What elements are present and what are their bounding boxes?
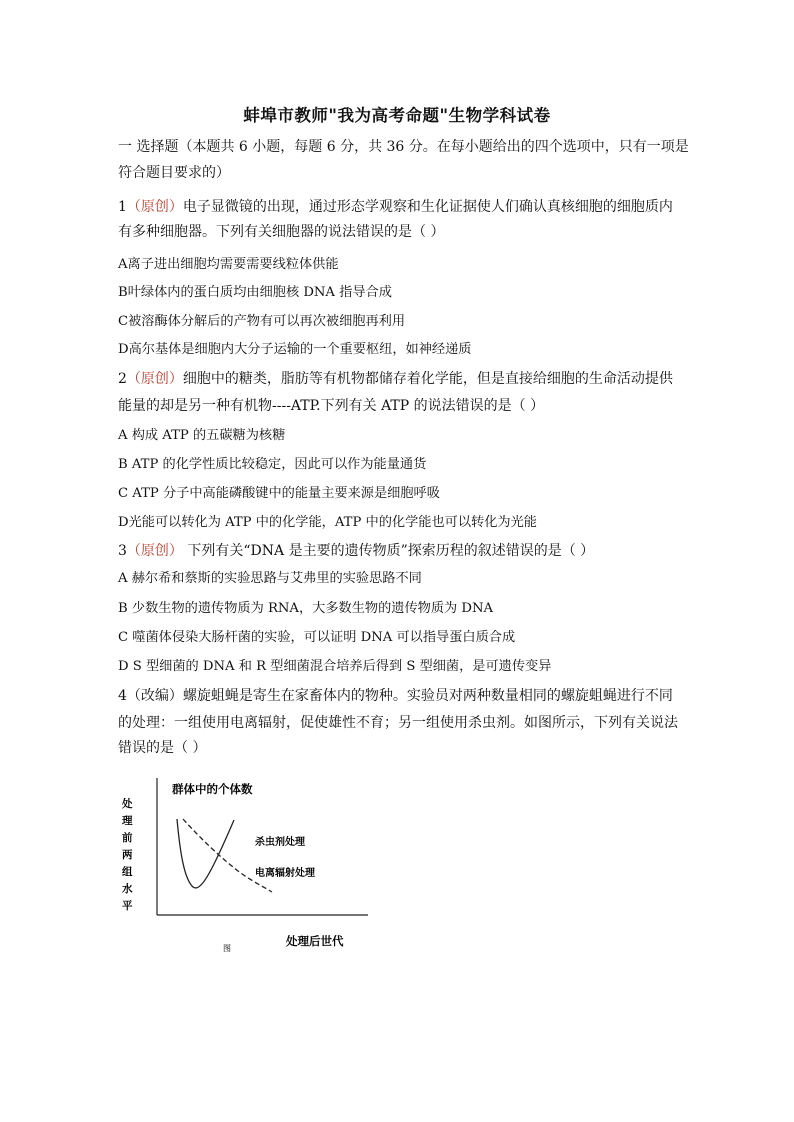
question-tag: （原创） bbox=[126, 371, 183, 387]
question-2-stem-line2: 能量的却是另一种有机物----ATP.下列有关 ATP 的说法错误的是（ ） bbox=[118, 398, 545, 414]
question-number: 3 bbox=[118, 543, 127, 559]
question-text: 细胞中的糖类，脂肪等有机物都储存着化学能，但是直接给细胞的生命活动提供 bbox=[182, 371, 673, 387]
question-2-option-b: B ATP 的化学性质比较稳定，因此可以作为能量通货 bbox=[118, 457, 427, 472]
question-3-option-b: B 少数生物的遗传物质为 RNA，大多数生物的遗传物质为 DNA bbox=[118, 601, 494, 616]
question-text: 电子显微镜的出现，通过形态学观察和生化证据使人们确认真核细胞的细胞质内 bbox=[182, 199, 673, 215]
question-1-option-d: D高尔基体是细胞内大分子运输的一个重要枢纽，如神经递质 bbox=[118, 342, 472, 357]
question-4-stem-line3: 错误的是（ ） bbox=[118, 740, 207, 756]
y-axis-title: 群体中的个体数 bbox=[172, 782, 253, 796]
section-instructions-line2: 符合题目要求的） bbox=[118, 165, 230, 181]
question-1-option-b: B叶绿体内的蛋白质均由细胞核 DNA 指导合成 bbox=[118, 285, 392, 300]
question-number: 1 bbox=[118, 199, 127, 215]
question-number: 4 bbox=[118, 688, 127, 704]
question-2-option-c: C ATP 分子中高能磷酸键中的能量主要来源是细胞呼吸 bbox=[118, 486, 440, 501]
population-graph bbox=[110, 772, 370, 957]
radiation-curve bbox=[183, 819, 272, 892]
question-2-option-d: D光能可以转化为 ATP 中的化学能，ATP 中的化学能也可以转化为光能 bbox=[118, 515, 537, 530]
question-2-stem-line1 bbox=[118, 369, 673, 389]
question-1-stem-line1 bbox=[118, 197, 673, 217]
question-3-stem-line1 bbox=[118, 541, 594, 561]
radiation-label: 电离辐射处理 bbox=[255, 868, 315, 879]
x-axis-title: 处理后世代 bbox=[286, 934, 344, 948]
question-1-option-a: A离子进出细胞均需要需要线粒体供能 bbox=[118, 257, 339, 272]
question-1-option-c: C被溶酶体分解后的产物有可以再次被细胞再利用 bbox=[118, 314, 406, 329]
question-3-option-a: A 赫尔希和蔡斯的实验思路与艾弗里的实验思路不同 bbox=[118, 571, 422, 586]
question-3-option-c: C 噬菌体侵染大肠杆菌的实验，可以证明 DNA 可以指导蛋白质合成 bbox=[118, 630, 516, 645]
question-2-option-a: A 构成 ATP 的五碳糖为核糖 bbox=[118, 428, 286, 443]
figure-caption-mark: 图 bbox=[223, 944, 231, 953]
question-1-stem-line2: 有多种细胞器。下列有关细胞器的说法错误的是（ ） bbox=[118, 224, 445, 240]
y-side-char: 组 bbox=[122, 866, 133, 878]
question-4-stem-line1 bbox=[118, 686, 673, 706]
y-side-label bbox=[122, 797, 133, 912]
insecticide-curve bbox=[177, 819, 234, 888]
y-side-char: 前 bbox=[122, 832, 133, 844]
question-text: 下列有关“DNA 是主要的遗传物质”探索历程的叙述错误的是（ ） bbox=[182, 543, 595, 559]
question-text: 螺旋蛆蝇是寄生在家畜体内的物种。实验员对两种数量相同的螺旋蛆蝇进行不同 bbox=[182, 688, 673, 704]
insecticide-label: 杀虫剂处理 bbox=[255, 837, 305, 848]
question-tag: （原创） bbox=[126, 543, 183, 559]
page-title: 蚌埠市教师"我为高考命题"生物学科试卷 bbox=[243, 106, 551, 125]
section-instructions-line1: 一 选择题（本题共 6 小题，每题 6 分，共 36 分。在每小题给出的四个选项中，只有一项是 bbox=[118, 139, 689, 155]
question-tag: （原创） bbox=[126, 199, 183, 215]
question-number: 2 bbox=[118, 371, 127, 387]
question-3-option-d: D S 型细菌的 DNA 和 R 型细菌混合培养后得到 S 型细菌，是可遗传变异 bbox=[118, 659, 552, 674]
question-4-stem-line2: 的处理：一组使用电离辐射，促使雄性不育；另一组使用杀虫剂。如图所示，下列有关说法 bbox=[118, 715, 678, 731]
y-side-char: 水 bbox=[122, 883, 133, 895]
question-tag: （改编） bbox=[126, 688, 183, 704]
y-side-char: 平 bbox=[122, 900, 133, 912]
y-side-char: 理 bbox=[122, 815, 133, 827]
y-side-char: 两 bbox=[122, 849, 133, 861]
y-side-char: 处 bbox=[122, 798, 133, 810]
